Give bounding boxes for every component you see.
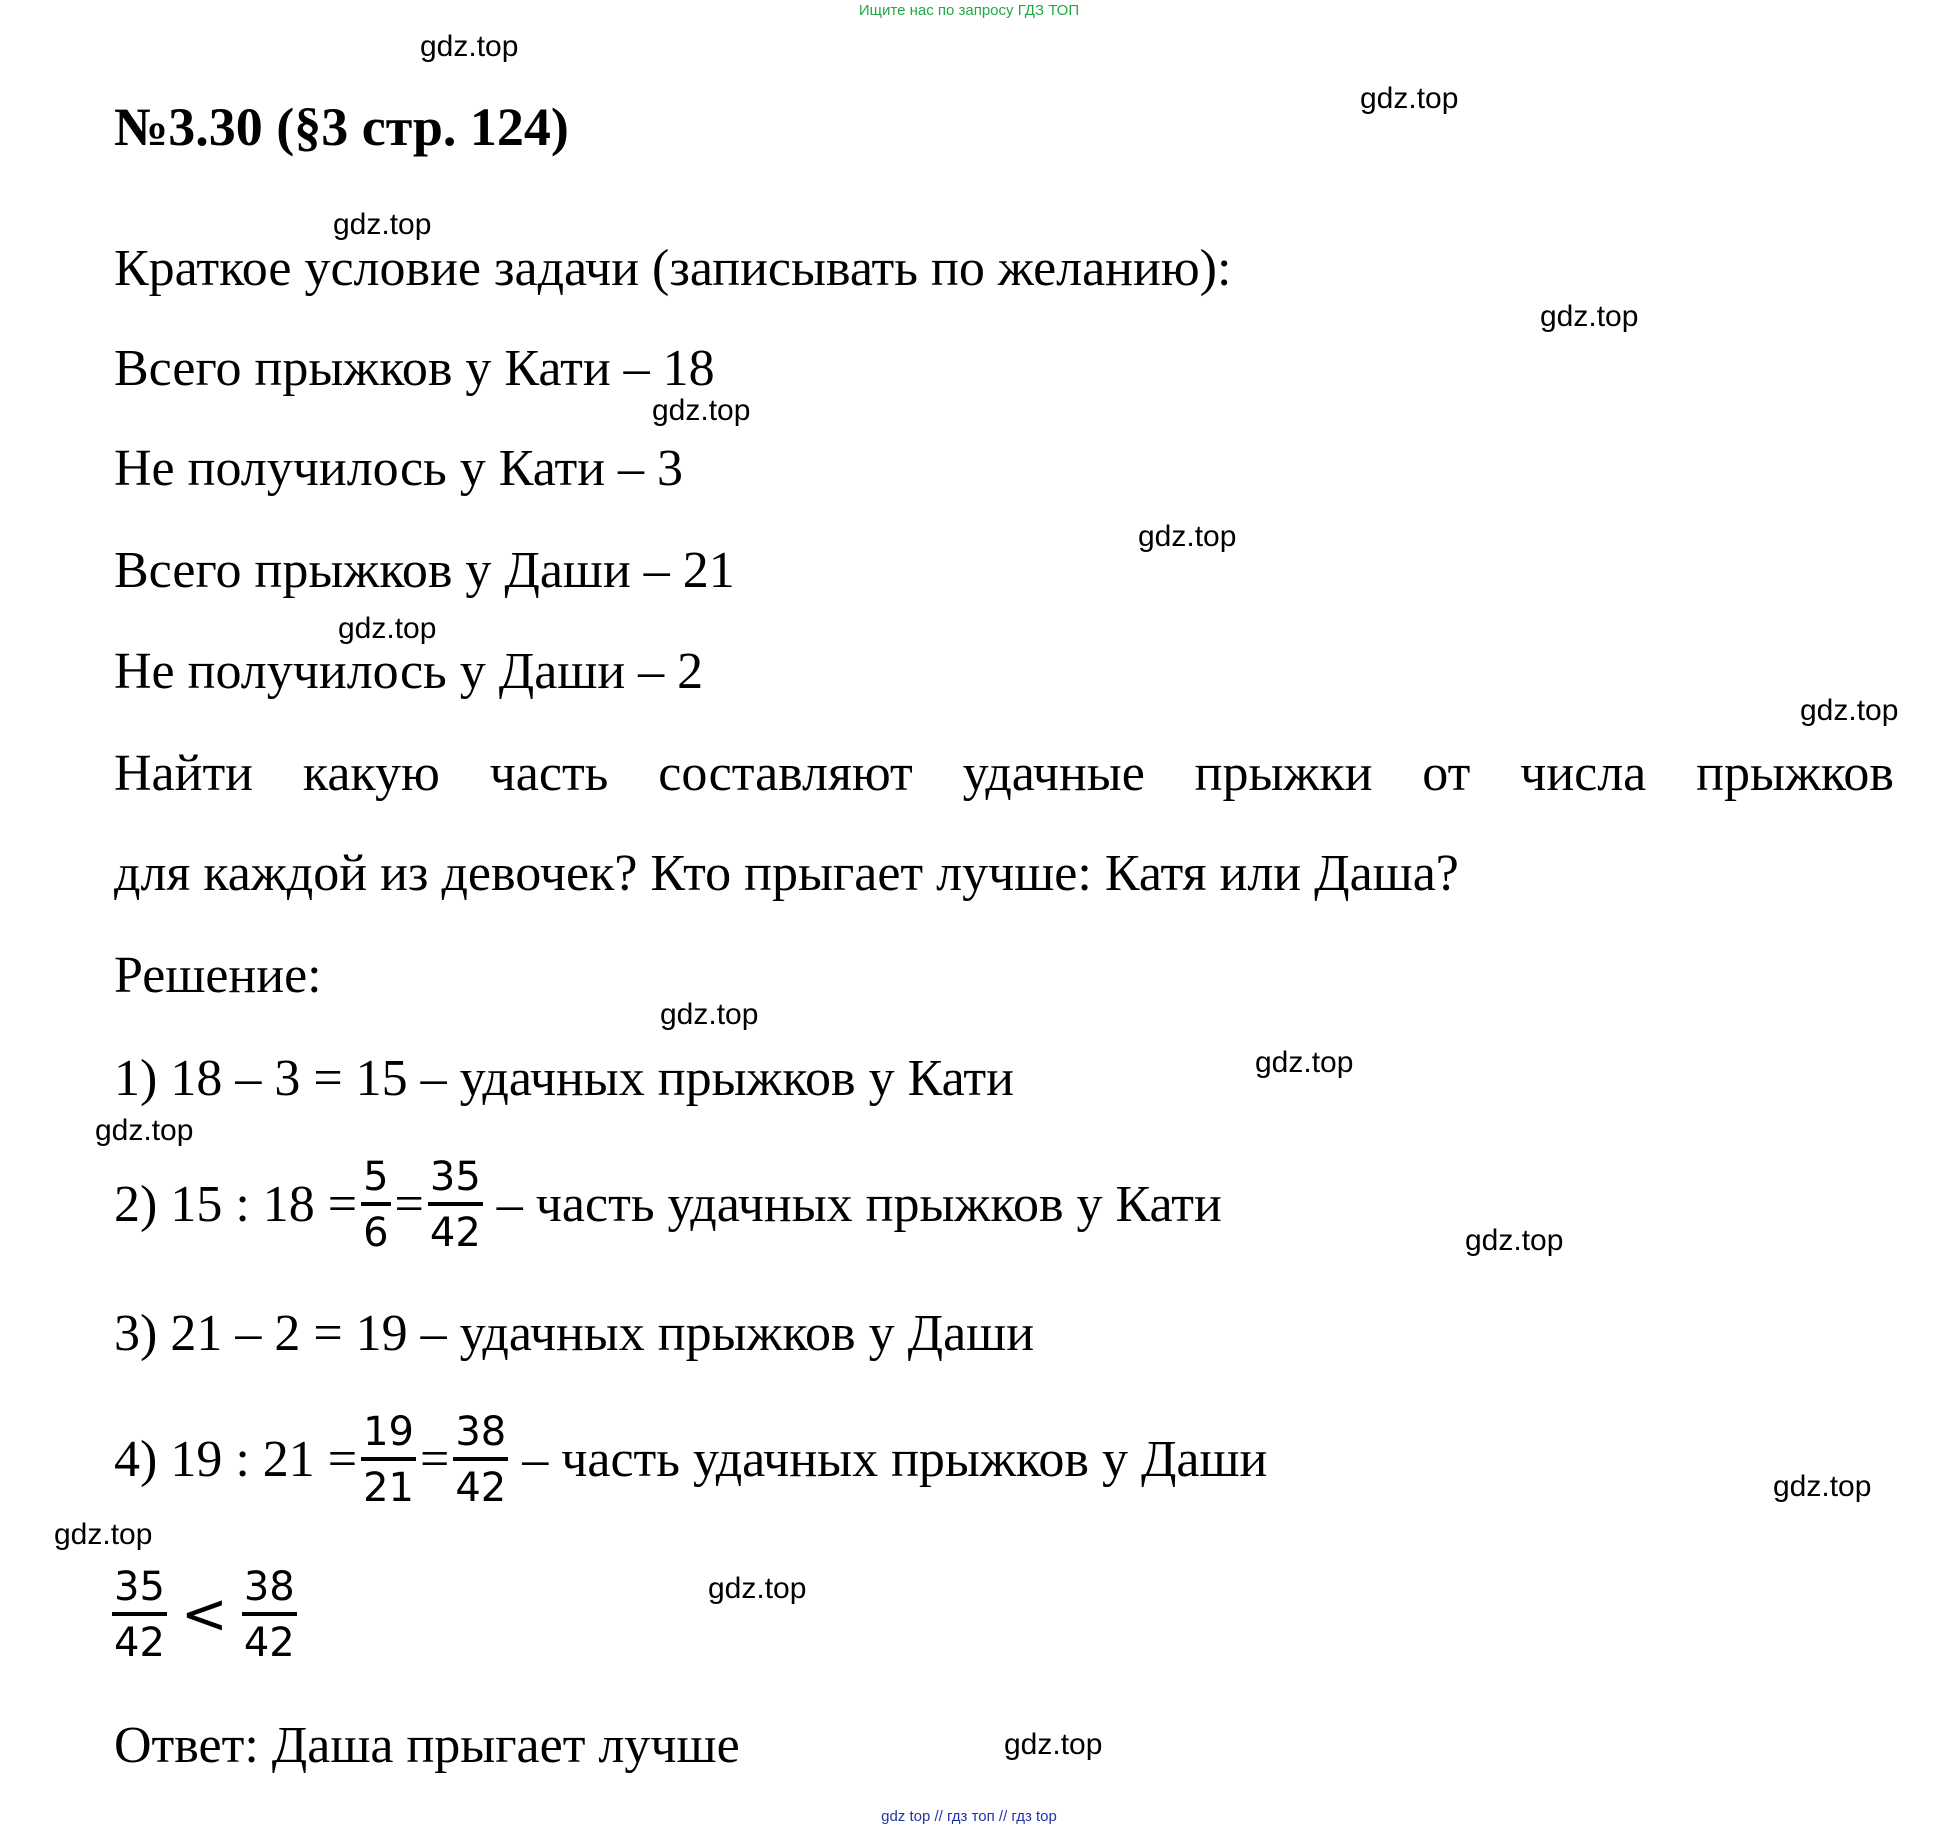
condition-line-3: Всего прыжков у Даши – 21 xyxy=(114,542,735,599)
watermark: gdz.top xyxy=(1540,300,1639,333)
answer: Ответ: Даша прыгает лучше xyxy=(114,1717,740,1774)
less-than-sign: < xyxy=(180,1582,228,1647)
fraction-35-42 xyxy=(428,1154,483,1256)
solution-step-2 xyxy=(114,1145,1222,1265)
fraction-numerator: 5 xyxy=(361,1154,390,1206)
fraction-numerator: 38 xyxy=(242,1564,297,1616)
solution-heading: Решение: xyxy=(114,947,322,1004)
watermark: gdz.top xyxy=(660,998,759,1031)
watermark: gdz.top xyxy=(333,208,432,241)
watermark: gdz.top xyxy=(338,612,437,645)
condition-line-4: Не получилось у Даши – 2 xyxy=(114,643,704,700)
fraction-denominator: 21 xyxy=(363,1465,414,1511)
fraction-numerator: 35 xyxy=(112,1564,167,1616)
fraction-numerator: 38 xyxy=(453,1409,508,1461)
fraction-35-42 xyxy=(112,1564,167,1666)
watermark: gdz.top xyxy=(1360,82,1459,115)
fraction-numerator: 35 xyxy=(428,1154,483,1206)
condition-heading: Краткое условие задачи (записывать по желанию): xyxy=(114,240,1232,297)
fraction-denominator: 42 xyxy=(429,1210,481,1256)
footer-watermark: gdz top // гдз топ // гдз top xyxy=(881,1808,1057,1825)
question-line-1: Найти какую часть составляют удачные прыжки от числа прыжков xyxy=(114,745,1894,802)
watermark: gdz.top xyxy=(420,30,519,63)
watermark: gdz.top xyxy=(1800,694,1899,727)
fraction-numerator: 19 xyxy=(361,1409,416,1461)
equals-sign: = xyxy=(394,1176,424,1233)
watermark: gdz.top xyxy=(652,394,751,427)
comparison xyxy=(108,1555,301,1675)
fraction-denominator: 42 xyxy=(114,1620,165,1666)
solution-step-4 xyxy=(114,1400,1267,1520)
watermark: gdz.top xyxy=(1138,520,1237,553)
condition-line-1: Всего прыжков у Кати – 18 xyxy=(114,340,715,397)
condition-line-2: Не получилось у Кати – 3 xyxy=(114,440,684,497)
fraction-denominator: 42 xyxy=(455,1465,507,1511)
step-2-suffix: – часть удачных прыжков у Кати xyxy=(496,1176,1222,1233)
watermark: gdz.top xyxy=(708,1572,807,1605)
watermark: gdz.top xyxy=(54,1518,153,1551)
fraction-38-42 xyxy=(242,1564,297,1666)
watermark: gdz.top xyxy=(95,1114,194,1147)
question-line-2: для каждой из девочек? Кто прыгает лучше: Катя или Даша? xyxy=(114,845,1459,902)
fraction-denominator: 6 xyxy=(363,1210,389,1256)
fraction-5-6 xyxy=(361,1154,390,1256)
solution-step-3: 3) 21 – 2 = 19 – удачных прыжков у Даши xyxy=(114,1305,1035,1362)
watermark: gdz.top xyxy=(1255,1046,1354,1079)
fraction-denominator: 42 xyxy=(243,1620,295,1666)
fraction-38-42 xyxy=(453,1409,508,1511)
step-4-suffix: – часть удачных прыжков у Даши xyxy=(522,1431,1268,1488)
watermark: gdz.top xyxy=(1004,1728,1103,1761)
fraction-19-21 xyxy=(361,1409,416,1511)
step-2-prefix: 2) 15 : 18 = xyxy=(114,1176,358,1233)
equals-sign: = xyxy=(420,1431,450,1488)
page-title: №3.30 (§3 стр. 124) xyxy=(114,97,569,157)
watermark: gdz.top xyxy=(1465,1224,1564,1257)
solution-step-1: 1) 18 – 3 = 15 – удачных прыжков у Кати xyxy=(114,1050,1014,1107)
watermark: gdz.top xyxy=(1773,1470,1872,1503)
step-4-prefix: 4) 19 : 21 = xyxy=(114,1431,358,1488)
top-banner: Ищите нас по запросу ГДЗ ТОП xyxy=(858,2,1080,19)
